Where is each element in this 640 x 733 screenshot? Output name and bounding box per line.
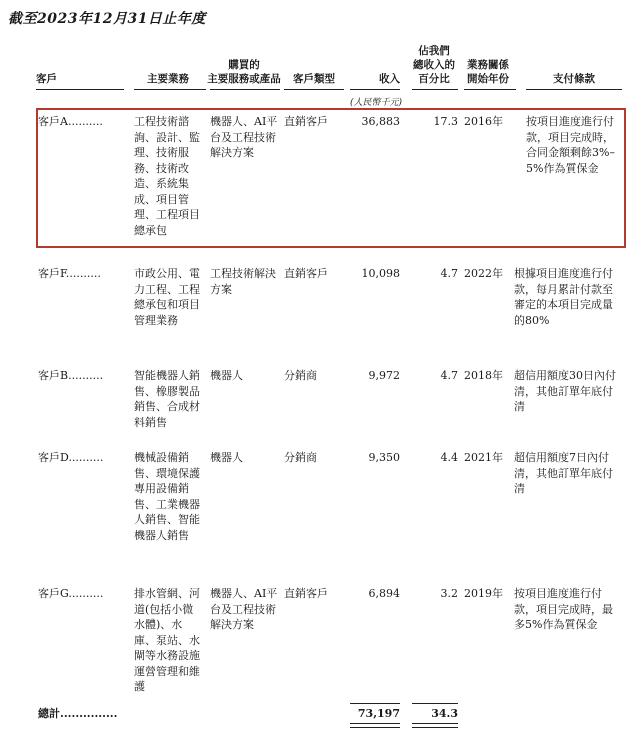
row-payment: 超信用額度7日內付清，其他訂單年底付清 (514, 451, 613, 495)
row-products: 機器人、AI平台及工程技術解決方案 (210, 587, 278, 631)
row-customer (38, 450, 130, 466)
header-type: 客戶類型 (293, 73, 335, 85)
header-rule-products (210, 89, 280, 90)
row-pct: 17.3 (433, 115, 458, 128)
header-year (460, 58, 516, 86)
header-rule-pct (412, 89, 458, 90)
row-revenue: 10,098 (361, 267, 400, 280)
row-customer (38, 266, 130, 282)
total-rule-pct-top (412, 703, 458, 704)
row-type: 分銷商 (284, 369, 317, 382)
header-pct (408, 44, 460, 86)
unit-note: (人民幣千元) (349, 98, 402, 108)
total-label-text: 總計 (38, 707, 60, 720)
row-business: 機械設備銷售、環境保護專用設備銷售、工業機器人銷售、智能機器人銷售 (134, 451, 200, 542)
row-type: 分銷商 (284, 451, 317, 464)
row-products: 機器人 (210, 451, 243, 464)
row-payment: 超信用額度30日內付清，其他訂單年底付清 (514, 369, 616, 413)
row-type: 直銷客戶 (284, 115, 328, 128)
header-revenue: 收入 (379, 73, 400, 85)
header-pct-line1: 佔我們 (418, 45, 450, 57)
leader-dots: .......... (68, 451, 104, 464)
header-rule-year (464, 89, 516, 90)
row-year: 2021年 (464, 451, 503, 464)
row-payment: 按項目進度進行付款，項目完成時，最多5%作為質保金 (514, 587, 613, 631)
leader-dots: ............... (60, 707, 118, 720)
header-rule-payment (526, 89, 622, 90)
customer-name: 客戶G (38, 587, 69, 600)
header-year-line2: 開始年份 (467, 73, 509, 85)
leader-dots: .......... (67, 115, 103, 128)
row-revenue: 9,972 (368, 369, 400, 382)
row-type: 直銷客戶 (284, 267, 328, 280)
customer-name: 客戶B (38, 369, 69, 382)
header-pct-line3: 百分比 (418, 73, 450, 85)
total-label (38, 706, 138, 722)
row-business: 智能機器人銷售、橡膠製品銷售、合成材料銷售 (134, 369, 200, 429)
customer-name: 客戶F (38, 267, 66, 280)
customer-name: 客戶A (38, 115, 68, 128)
row-revenue: 6,894 (368, 587, 400, 600)
row-products: 工程技術解決方案 (210, 267, 276, 296)
total-double-rule-pct (412, 723, 458, 728)
header-pct-line2: 總收入的 (413, 59, 455, 71)
page-title: 截至2023年12月31日止年度 (8, 11, 206, 27)
total-double-rule-revenue (350, 723, 400, 728)
row-pct: 4.7 (440, 267, 458, 280)
row-customer (38, 368, 130, 384)
header-year-line1: 業務關係 (467, 59, 509, 71)
row-business: 工程技術諮詢、設計、監理、技術服務、技術改造、系統集成、項目管理、工程項目總承包 (134, 115, 200, 237)
row-type: 直銷客戶 (284, 587, 328, 600)
row-year: 2018年 (464, 369, 503, 382)
row-pct: 3.2 (440, 587, 458, 600)
header-customer: 客戶 (36, 73, 57, 85)
header-business: 主要業務 (147, 73, 189, 85)
row-revenue: 36,883 (361, 115, 400, 128)
leader-dots: .......... (65, 267, 101, 280)
header-rule-business (134, 89, 206, 90)
row-customer (38, 114, 130, 130)
row-pct: 4.4 (440, 451, 458, 464)
leader-dots: .......... (68, 369, 104, 382)
row-products: 機器人 (210, 369, 243, 382)
row-payment: 根據項目進度進行付款，每月累計付款至審定的本項目完成量的80% (514, 267, 613, 327)
row-business: 市政公用、電力工程、工程總承包和項目管理業務 (134, 267, 200, 327)
header-products-line1: 購買的 (228, 59, 260, 71)
total-pct: 34.3 (431, 707, 458, 720)
total-revenue: 73,197 (357, 707, 400, 720)
row-year: 2022年 (464, 267, 503, 280)
row-products: 機器人、AI平台及工程技術解決方案 (210, 115, 278, 159)
header-products (204, 58, 284, 86)
header-products-line2: 主要服務或產品 (207, 73, 281, 85)
customer-name: 客戶D (38, 451, 69, 464)
total-rule-revenue-top (350, 703, 400, 704)
row-pct: 4.7 (440, 369, 458, 382)
row-revenue: 9,350 (368, 451, 400, 464)
header-rule-customer (36, 89, 124, 90)
header-rule-type (284, 89, 344, 90)
header-payment: 支付條款 (553, 73, 595, 85)
row-business: 排水管網、河道(包括小微水體)、水庫、泵站、水閘等水務設施運營管理和維護 (134, 587, 200, 693)
row-customer (38, 586, 130, 602)
leader-dots: .......... (68, 587, 104, 600)
row-year: 2016年 (464, 115, 503, 128)
row-year: 2019年 (464, 587, 503, 600)
row-payment: 按項目進度進行付款，項目完成時，合同金額剩餘3%–5%作為質保金 (526, 115, 615, 175)
header-rule-revenue (350, 89, 400, 90)
